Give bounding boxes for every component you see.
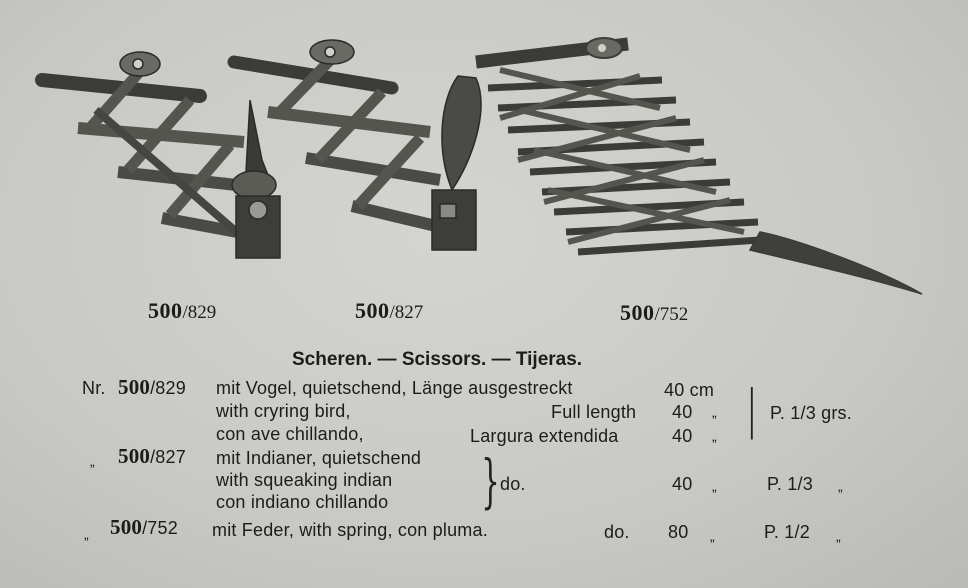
- item-752-number: [110, 515, 178, 540]
- item-829-price: P. 1/3 grs.: [770, 403, 852, 423]
- item-code: /829: [150, 378, 186, 398]
- item-752-length: 80: [668, 522, 689, 542]
- caption-code: /829: [182, 302, 217, 323]
- item-827-do: do.: [500, 474, 526, 494]
- item-752-line: mit Feder, with spring, con pluma.: [212, 520, 488, 540]
- item-number: 500: [118, 375, 151, 399]
- item-829-length-en: 40: [672, 402, 693, 422]
- item-code: /827: [150, 447, 186, 467]
- item-829-number: [118, 375, 186, 400]
- brace-829: |: [747, 380, 756, 440]
- caption-code: /827: [389, 302, 424, 323]
- item-829-prefix: Nr.: [82, 378, 106, 398]
- item-829-label-es: Largura extendida: [470, 426, 619, 446]
- caption-code: /752: [654, 304, 689, 325]
- item-829-line-es: con ave chillando,: [216, 424, 364, 444]
- item-752-do: do.: [604, 522, 630, 542]
- item-number: 500: [118, 444, 151, 468]
- item-827-number: [118, 444, 186, 469]
- item-827-length: 40: [672, 474, 693, 494]
- item-829-line-en: with cryring bird,: [216, 401, 351, 421]
- ditto-mark: „: [838, 478, 843, 494]
- item-827-line-es: con indiano chillando: [216, 492, 389, 512]
- caption-number: 500: [620, 300, 655, 325]
- extending-lattice-with-feather-image: [476, 38, 922, 294]
- item-827-price: P. 1/3: [767, 474, 813, 494]
- lattice-toy-with-bird-image: [42, 52, 280, 258]
- caption-number: 500: [148, 298, 183, 323]
- section-title: Scheren. — Scissors. — Tijeras.: [292, 349, 583, 370]
- item-752-prefix: „: [84, 526, 89, 542]
- item-829-line-de: mit Vogel, quietschend, Länge ausgestreckt: [216, 378, 573, 398]
- item-number: 500: [110, 515, 143, 539]
- caption-number: 500: [355, 298, 390, 323]
- ditto-mark: „: [712, 478, 717, 494]
- item-829-length-de: 40 cm: [664, 380, 715, 400]
- item-827-prefix: „: [90, 453, 95, 469]
- item-829-label-en: Full length: [551, 402, 637, 422]
- ditto-mark: „: [710, 528, 715, 544]
- ditto-mark: „: [712, 428, 717, 444]
- item-code: /752: [142, 518, 178, 538]
- caption-500-752: [620, 300, 688, 326]
- item-827-line-en: with squeaking indian: [216, 470, 393, 490]
- caption-500-827: [355, 298, 423, 324]
- item-827-line-de: mit Indianer, quietschend: [216, 448, 422, 468]
- brace-827: }: [481, 447, 500, 515]
- caption-500-829: [148, 298, 216, 324]
- ditto-mark: „: [836, 528, 841, 544]
- item-829-length-es: 40: [672, 426, 693, 446]
- ditto-mark: „: [712, 404, 717, 420]
- item-752-price: P. 1/2: [764, 522, 810, 542]
